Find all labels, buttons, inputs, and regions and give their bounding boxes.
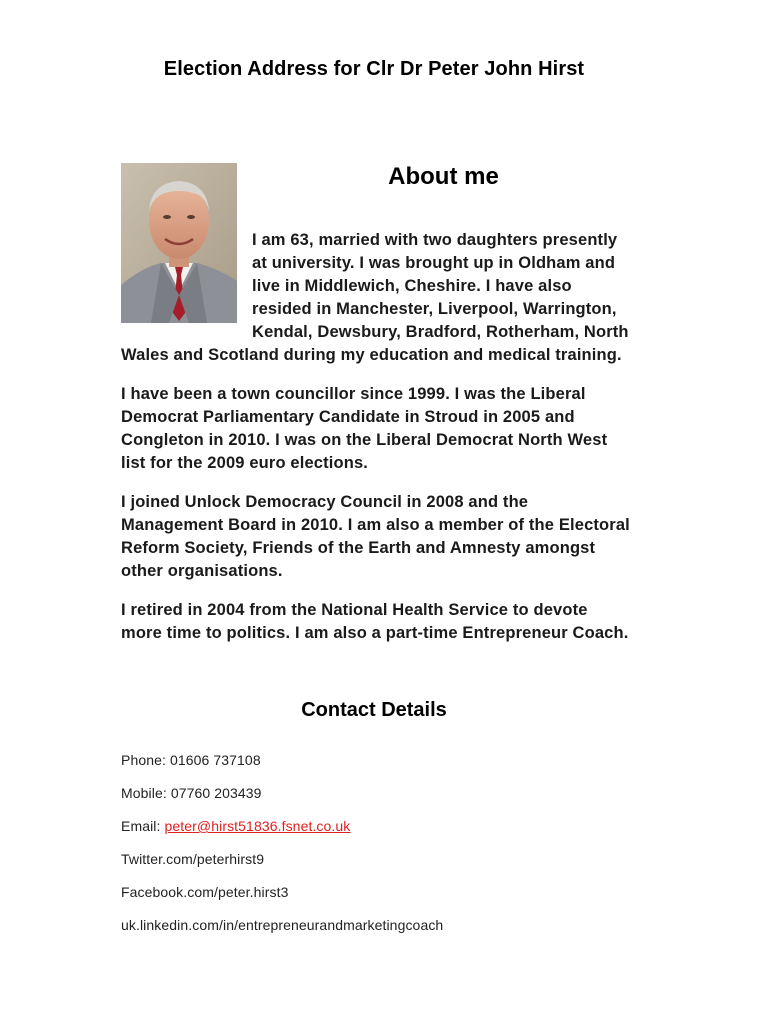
- about-paragraph: I have been a town councillor since 1999. I was the Liberal Democrat Parliamentary Candidate in Stroud in 2005 and Congleton in 2010. I was on the Liberal Democrat North West list for the 2009 euro elections.: [121, 385, 608, 472]
- contact-facebook: Facebook.com/peter.hirst3: [121, 884, 289, 900]
- contact-linkedin: uk.linkedin.com/in/entrepreneurandmarketingcoach: [121, 917, 444, 933]
- about-section: [121, 163, 631, 661]
- email-label: Email:: [121, 818, 165, 834]
- portrait-photo: [121, 163, 237, 323]
- contact-phone: Phone: 01606 737108: [121, 752, 261, 768]
- contact-email-line: [121, 817, 641, 850]
- contact-list: [121, 751, 641, 949]
- contact-mobile: Mobile: 07760 203439: [121, 785, 262, 801]
- about-paragraph: I retired in 2004 from the National Health Service to devote more time to politics. I am also a part-time Entrepreneur Coach.: [121, 601, 629, 642]
- about-heading: About me: [388, 163, 499, 190]
- page-title: Election Address for Clr Dr Peter John Hirst: [163, 58, 585, 80]
- about-paragraph: I am 63, married with two daughters presently at university. I was brought up in Oldham and live in Middlewich, Cheshire. I have also resided in Manchester, Liverpool, Warrington, Kendal, Dewsbury, Bradford, Rotherham, North Wales and Scotland during my education and medical training.: [121, 231, 629, 364]
- contact-heading: Contact Details: [301, 699, 447, 721]
- contact-twitter: Twitter.com/peterhirst9: [121, 851, 265, 867]
- about-paragraph: I joined Unlock Democracy Council in 2008 and the Management Board in 2010. I am also a member of the Electoral Reform Society, Friends of the Earth and Amnesty amongst other organisations.: [121, 493, 630, 580]
- email-link[interactable]: peter@hirst51836.fsnet.co.uk: [164, 818, 351, 834]
